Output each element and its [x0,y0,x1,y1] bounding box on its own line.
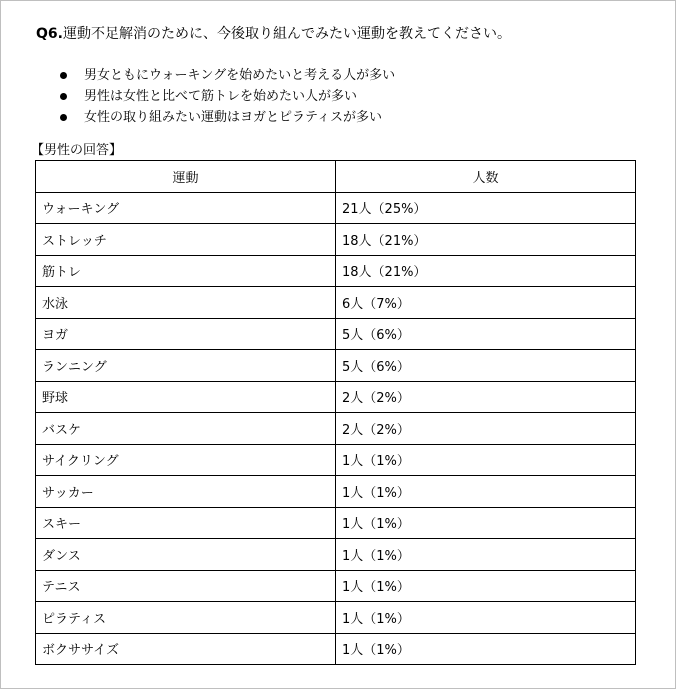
cell-exercise: ストレッチ [36,224,336,256]
cell-exercise: スキー [36,507,336,539]
cell-count: 5人（6%） [336,318,636,350]
cell-exercise: サッカー [36,476,336,508]
cell-count: 6人（7%） [336,287,636,319]
bullet-item [57,86,395,107]
cell-count: 1人（1%） [336,570,636,602]
table-row [36,507,636,539]
cell-count: 1人（1%） [336,476,636,508]
cell-exercise: ヨガ [36,318,336,350]
question-text: 運動不足解消のために、今後取り組んでみたい運動を教えてください。 [62,26,511,42]
table-row [36,381,636,413]
cell-count: 2人（2%） [336,381,636,413]
section-label: 【男性の回答】 [31,143,123,158]
table-row [36,413,636,445]
table-body [36,192,636,665]
column-header-count: 人数 [336,161,636,193]
cell-exercise: テニス [36,570,336,602]
cell-count: 18人（21%） [336,255,636,287]
cell-exercise: ウォーキング [36,192,336,224]
cell-count: 1人（1%） [336,539,636,571]
table-row [36,350,636,382]
cell-exercise: 筋トレ [36,255,336,287]
bullet-text: 女性の取り組みたい運動はヨガとピラティスが多い [84,110,382,125]
cell-exercise: ランニング [36,350,336,382]
table-row [36,444,636,476]
cell-count: 21人（25%） [336,192,636,224]
cell-count: 1人（1%） [336,507,636,539]
question-number: Q6. [36,26,63,42]
table-row [36,633,636,665]
cell-count: 1人（1%） [336,444,636,476]
bullet-dot-icon [60,93,67,100]
bullet-item [57,65,395,86]
cell-exercise: 水泳 [36,287,336,319]
cell-exercise: 野球 [36,381,336,413]
table-row [36,539,636,571]
bullet-dot-icon [60,72,67,79]
cell-exercise: サイクリング [36,444,336,476]
bullet-item [57,107,395,128]
question-heading [36,25,511,43]
table-header-row [36,161,636,193]
table-row [36,255,636,287]
column-header-exercise: 運動 [36,161,336,193]
summary-bullet-list [57,65,395,128]
table-row [36,287,636,319]
cell-count: 1人（1%） [336,602,636,634]
table-row [36,224,636,256]
cell-exercise: バスケ [36,413,336,445]
cell-count: 18人（21%） [336,224,636,256]
bullet-dot-icon [60,114,67,121]
cell-exercise: ピラティス [36,602,336,634]
cell-exercise: ダンス [36,539,336,571]
bullet-text: 男女ともにウォーキングを始めたいと考える人が多い [84,68,396,83]
table-row [36,570,636,602]
table-row [36,476,636,508]
cell-count: 2人（2%） [336,413,636,445]
cell-exercise: ボクササイズ [36,633,336,665]
cell-count: 1人（1%） [336,633,636,665]
cell-count: 5人（6%） [336,350,636,382]
table-row [36,192,636,224]
table-row [36,602,636,634]
bullet-text: 男性は女性と比べて筋トレを始めたい人が多い [84,89,358,104]
table-row [36,318,636,350]
answer-table [35,160,636,665]
